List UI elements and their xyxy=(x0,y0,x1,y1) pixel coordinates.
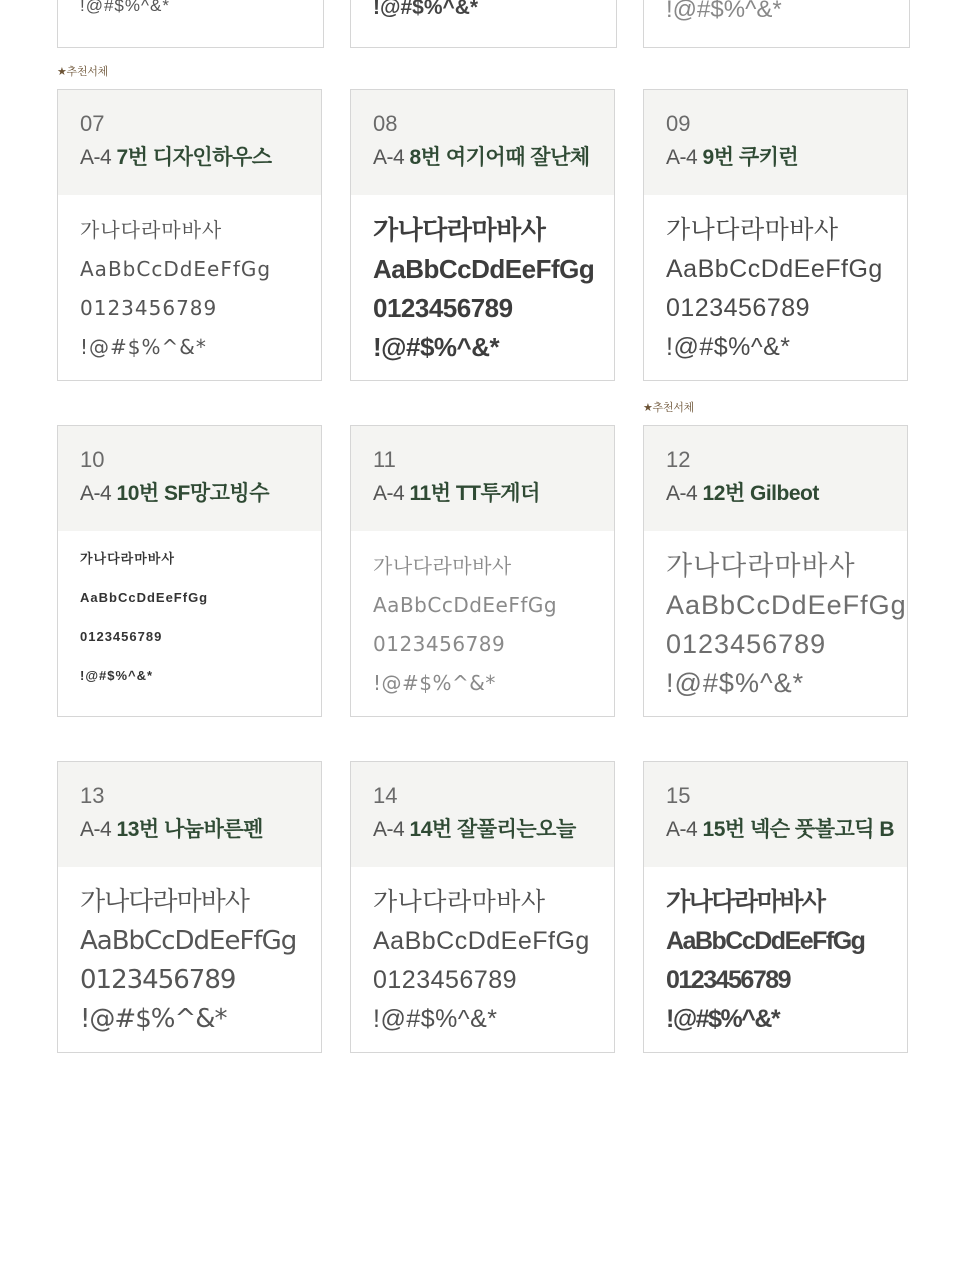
font-card-header xyxy=(644,426,907,531)
font-sample xyxy=(58,867,321,1039)
font-sample xyxy=(58,531,321,695)
sample-hangul: 가나다라마바사 xyxy=(80,887,249,917)
font-card[interactable] xyxy=(350,425,615,717)
font-title xyxy=(80,816,321,844)
sample-symbols: !@#$%^&* xyxy=(373,332,500,362)
font-card-header xyxy=(351,762,614,867)
font-name: 7번 디자인하우스 xyxy=(116,146,272,169)
font-title xyxy=(80,144,321,172)
sample-digits: 0123456789 xyxy=(80,296,218,320)
font-number: 13 xyxy=(80,783,105,808)
font-sample xyxy=(351,531,614,703)
sample-symbols: !@#$%^&* xyxy=(80,668,154,683)
font-number: 07 xyxy=(80,111,105,136)
font-prefix: A-4 xyxy=(80,818,112,841)
sample-digits: 0123456789 xyxy=(373,632,506,656)
sample-symbols: !@#$%^&* xyxy=(666,668,805,698)
font-card[interactable] xyxy=(350,89,615,381)
font-card-header xyxy=(644,762,907,867)
sample-hangul: 가나다라마바사 xyxy=(373,554,512,578)
font-title xyxy=(666,816,907,844)
font-card-header xyxy=(351,90,614,195)
recommend-label: ★추천서체 xyxy=(643,402,694,414)
font-title xyxy=(80,480,321,508)
sample-symbols: !@#$%^&* xyxy=(80,1004,227,1034)
sample-alphabet: AaBbCcDdEeFfGg xyxy=(666,590,907,620)
font-card-partial xyxy=(350,0,617,48)
sample-digits: 0123456789 xyxy=(373,966,518,994)
font-card[interactable] xyxy=(643,89,908,381)
sample-hangul: 가나다라마바사 xyxy=(666,551,856,581)
sample-hangul: 가나다라마바사 xyxy=(373,888,546,916)
font-title xyxy=(373,144,614,172)
font-sample xyxy=(644,867,907,1039)
font-prefix: A-4 xyxy=(373,818,405,841)
font-name: 12번 Gilbeot xyxy=(702,482,819,505)
sample-alphabet: AaBbCcDdEeFfGg xyxy=(80,257,272,281)
font-title xyxy=(666,144,907,172)
sample-digits: 0123456789 xyxy=(666,966,791,994)
font-title xyxy=(373,480,614,508)
sample-hangul: 가나다라마바사 xyxy=(666,888,825,916)
font-name: 11번 TT투게더 xyxy=(409,482,540,505)
font-card[interactable] xyxy=(643,761,908,1053)
font-sample xyxy=(644,531,907,703)
recommend-label: ★추천서체 xyxy=(57,66,108,78)
font-prefix: A-4 xyxy=(373,146,405,169)
font-number: 15 xyxy=(666,783,691,808)
sample-hangul: 가나다라마바사 xyxy=(80,218,223,242)
font-card[interactable] xyxy=(57,425,322,717)
font-name: 15번 넥슨 풋볼고딕 B xyxy=(702,818,895,841)
sample-digits: 0123456789 xyxy=(373,293,513,323)
sample-symbols: !@#$%^&* xyxy=(666,0,782,23)
font-prefix: A-4 xyxy=(373,482,405,505)
sample-symbols: !@#$%^&* xyxy=(666,1005,780,1033)
font-title xyxy=(373,816,614,844)
font-sample xyxy=(58,195,321,367)
font-prefix: A-4 xyxy=(80,482,112,505)
font-prefix: A-4 xyxy=(80,146,112,169)
font-prefix: A-4 xyxy=(666,482,698,505)
sample-alphabet: AaBbCcDdEeFfGg xyxy=(373,927,590,955)
sample-hangul: 가나다라마바사 xyxy=(666,216,839,244)
font-number: 12 xyxy=(666,447,691,472)
font-card[interactable] xyxy=(350,761,615,1053)
font-number: 08 xyxy=(373,111,398,136)
font-name: 8번 여기어때 잘난체 xyxy=(409,146,590,169)
sample-alphabet: AaBbCcDdEeFfGg xyxy=(80,590,209,605)
font-card-header xyxy=(58,426,321,531)
sample-alphabet: AaBbCcDdEeFfGg xyxy=(666,255,883,283)
sample-symbols: !@#$%^&* xyxy=(373,0,479,19)
font-number: 11 xyxy=(373,447,396,472)
font-number: 10 xyxy=(80,447,105,472)
font-card[interactable] xyxy=(643,425,908,717)
font-card-header xyxy=(351,426,614,531)
font-name: 10번 SF망고빙수 xyxy=(116,482,269,505)
font-sample xyxy=(644,195,907,367)
sample-alphabet: AaBbCcDdEeFfGg xyxy=(373,254,595,284)
sample-symbols: !@#$%^&* xyxy=(373,671,496,695)
font-sample xyxy=(351,195,614,367)
sample-alphabet: AaBbCcDdEeFfGg xyxy=(80,926,297,956)
font-name: 9번 쿠키런 xyxy=(702,146,799,169)
font-card-header xyxy=(58,762,321,867)
sample-hangul: 가나다라마바사 xyxy=(373,215,546,245)
sample-symbols: !@#$%^&* xyxy=(666,333,791,361)
sample-digits: 0123456789 xyxy=(666,629,827,659)
font-card-partial xyxy=(643,0,910,48)
sample-alphabet: AaBbCcDdEeFfGg xyxy=(666,927,865,955)
sample-symbols: !@#$%^&* xyxy=(373,1005,498,1033)
font-sample xyxy=(351,867,614,1039)
font-card-header xyxy=(58,90,321,195)
sample-hangul: 가나다라마바사 xyxy=(80,551,175,566)
sample-digits: 0123456789 xyxy=(80,629,163,644)
font-number: 09 xyxy=(666,111,691,136)
font-prefix: A-4 xyxy=(666,146,698,169)
font-title xyxy=(666,480,907,508)
font-number: 14 xyxy=(373,783,398,808)
sample-symbols: !@#$%^&* xyxy=(80,0,170,15)
font-card-header xyxy=(644,90,907,195)
sample-alphabet: AaBbCcDdEeFfGg xyxy=(373,593,558,617)
font-card-partial xyxy=(57,0,324,48)
sample-digits: 0123456789 xyxy=(666,294,811,322)
sample-symbols: !@#$%^&* xyxy=(80,335,207,359)
font-name: 13번 나눔바른펜 xyxy=(116,818,263,841)
font-card[interactable] xyxy=(57,761,322,1053)
font-name: 14번 잘풀리는오늘 xyxy=(409,818,576,841)
font-card[interactable] xyxy=(57,89,322,381)
font-prefix: A-4 xyxy=(666,818,698,841)
sample-digits: 0123456789 xyxy=(80,965,236,995)
